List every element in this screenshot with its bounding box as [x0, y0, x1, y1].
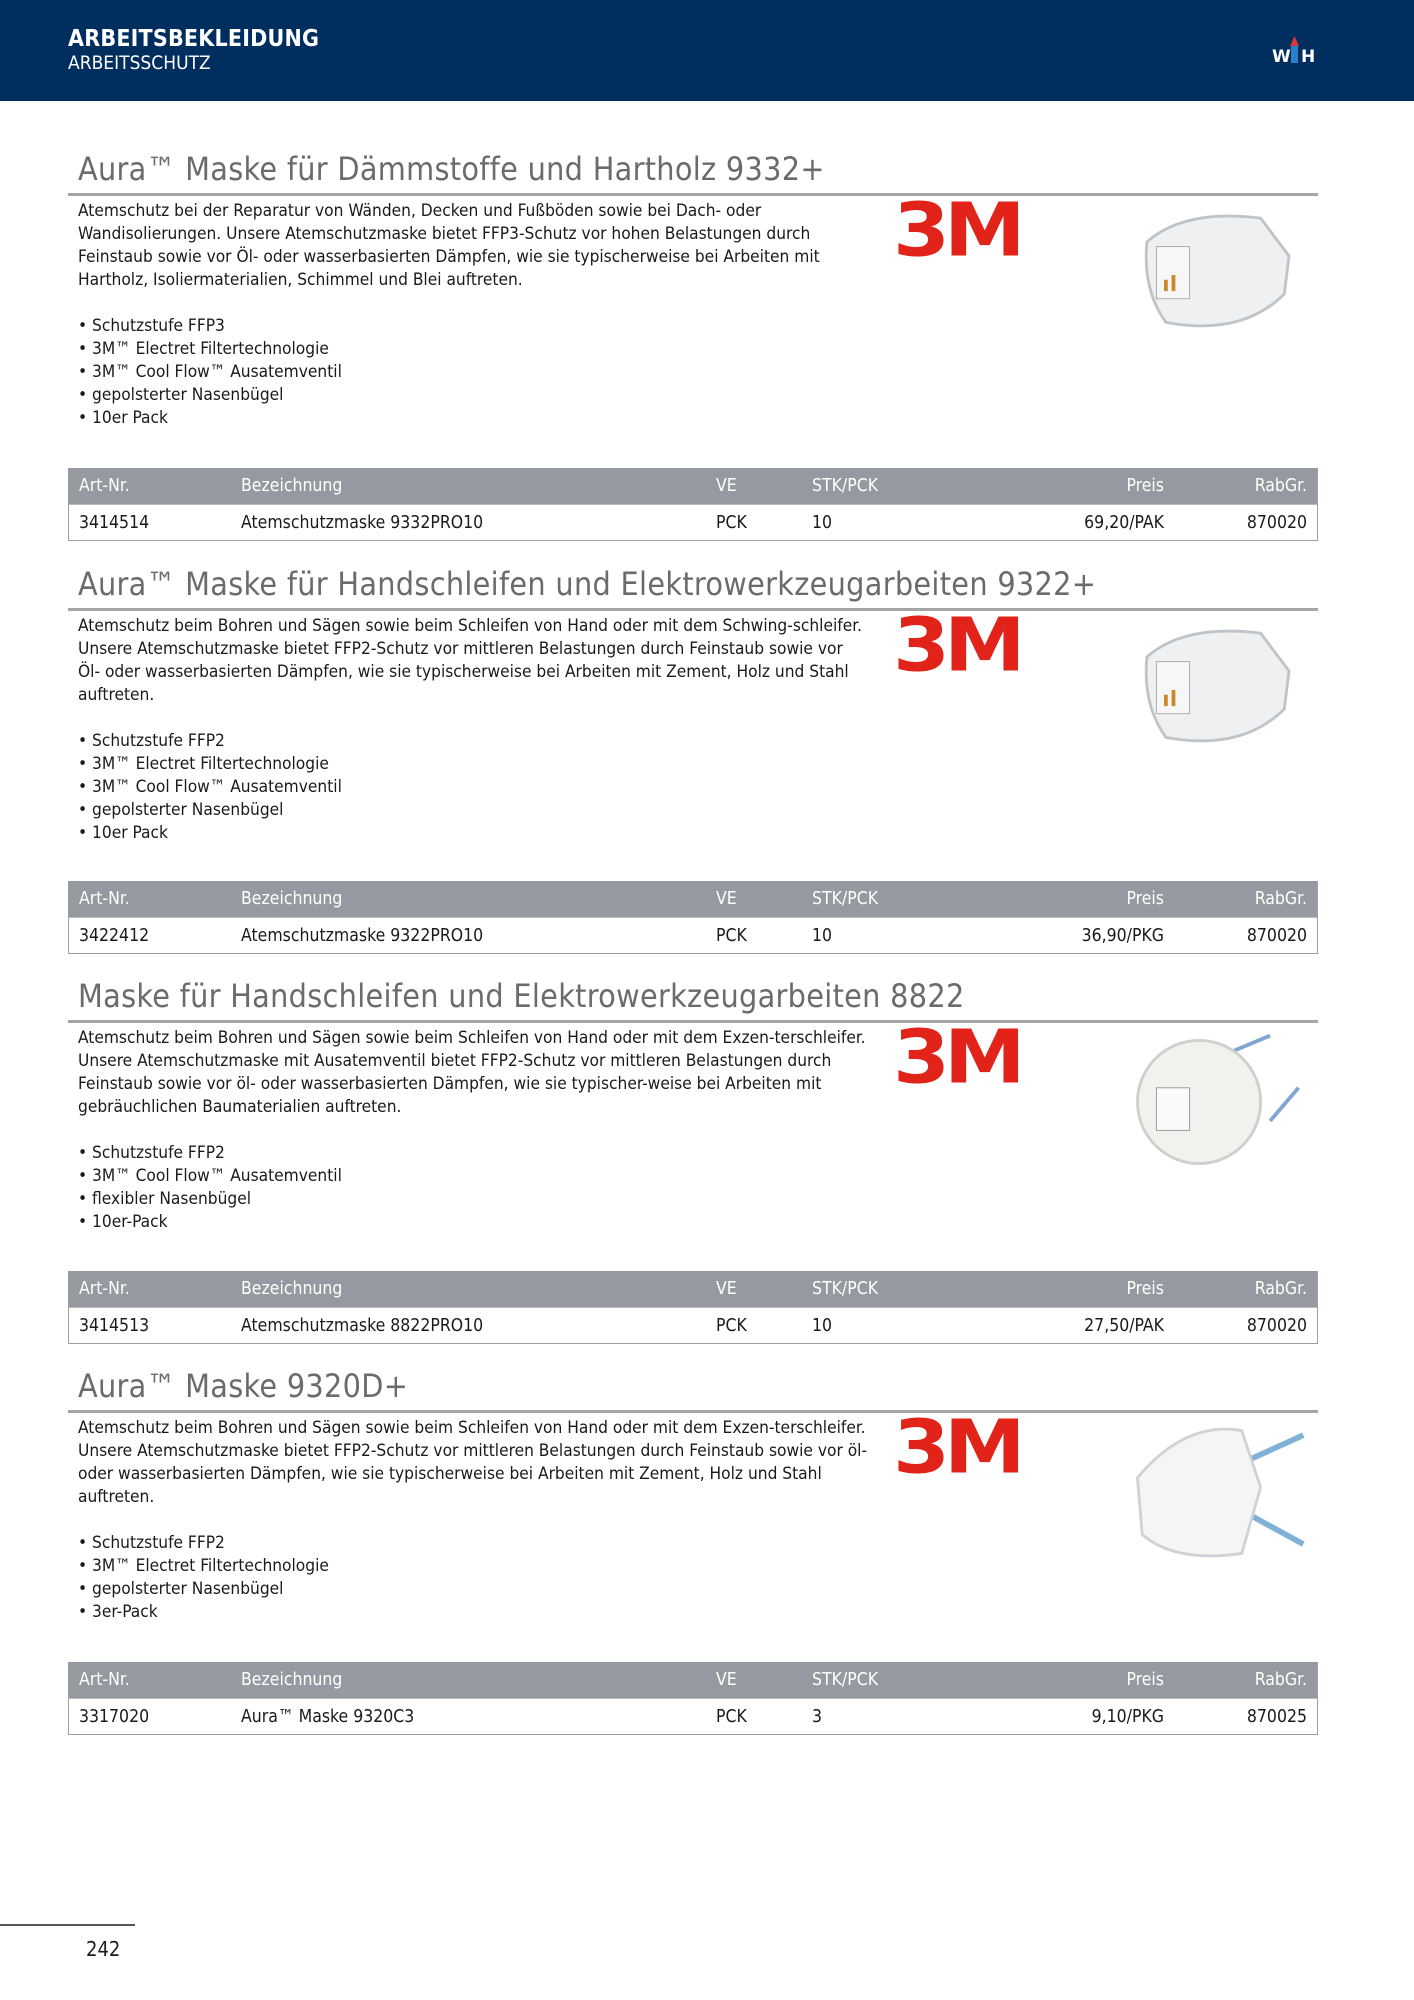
- feature-item: • gepolsterter Nasenbügel: [78, 799, 868, 822]
- feature-list: [78, 1142, 868, 1234]
- col-art-nr: Art-Nr.: [79, 1670, 130, 1690]
- cell-ve: PCK: [716, 513, 747, 533]
- product-description-block: [78, 1417, 868, 1624]
- cell-stk: 3: [812, 1707, 823, 1727]
- feature-item: • Schutzstufe FFP2: [78, 1532, 868, 1555]
- table-row: [69, 504, 1317, 540]
- feature-item: • 3M™ Electret Filtertechnologie: [78, 1555, 868, 1578]
- col-preis: Preis: [1126, 1279, 1164, 1299]
- 3m-logo: 3M: [893, 602, 1020, 689]
- feature-item: • gepolsterter Nasenbügel: [78, 384, 868, 407]
- mask-product-image: [1128, 1027, 1308, 1177]
- cell-ve: PCK: [716, 1707, 747, 1727]
- product-description: Atemschutz beim Bohren und Sägen sowie beim Schleifen von Hand oder mit dem Exzen-terschleifer. Unsere Atemschutzmaske bietet FFP2-Schutz vor mittleren Belastungen durch Feinstaub sowie vor öl- oder wasserbasierten Dämpfen, wie sie typischerweise bei Arbeiten mit Zement, Holz und Stahl auftreten.: [78, 1418, 868, 1507]
- col-ve: VE: [716, 1670, 737, 1690]
- col-preis: Preis: [1126, 476, 1164, 496]
- feature-list: [78, 315, 868, 430]
- feature-item: • 10er Pack: [78, 407, 868, 430]
- col-bezeichnung: Bezeichnung: [241, 889, 343, 909]
- feature-item: • Schutzstufe FFP3: [78, 315, 868, 338]
- product-title: Aura™ Maske für Handschleifen und Elektrowerkzeugarbeiten 9322+: [78, 565, 1097, 603]
- cell-bezeichnung: Aura™ Maske 9320C3: [241, 1707, 415, 1727]
- wh-logo-icon: [1272, 34, 1322, 64]
- cell-ve: PCK: [716, 1316, 747, 1336]
- cell-preis: 36,90/PKG: [1081, 926, 1164, 946]
- table-row: [69, 1307, 1317, 1343]
- table-header: [69, 1271, 1317, 1307]
- product-description-block: [78, 200, 868, 430]
- cell-bezeichnung: Atemschutzmaske 9322PRO10: [241, 926, 484, 946]
- feature-item: • 3M™ Cool Flow™ Ausatemventil: [78, 776, 868, 799]
- cell-stk: 10: [812, 513, 833, 533]
- feature-item: • 10er-Pack: [78, 1211, 868, 1234]
- svg-text:H: H: [1301, 47, 1316, 64]
- product-title: Aura™ Maske für Dämmstoffe und Hartholz 9332+: [78, 150, 825, 188]
- product-table: [68, 468, 1318, 541]
- col-rabgr: RabGr.: [1254, 889, 1307, 909]
- feature-item: • Schutzstufe FFP2: [78, 730, 868, 753]
- col-bezeichnung: Bezeichnung: [241, 1279, 343, 1299]
- cell-preis: 9,10/PKG: [1091, 1707, 1164, 1727]
- col-ve: VE: [716, 1279, 737, 1299]
- feature-item: • 3M™ Cool Flow™ Ausatemventil: [78, 361, 868, 384]
- cell-stk: 10: [812, 926, 833, 946]
- col-rabgr: RabGr.: [1254, 1279, 1307, 1299]
- cell-art-nr: 3317020: [79, 1707, 150, 1727]
- col-ve: VE: [716, 889, 737, 909]
- header-subcategory: ARBEITSSCHUTZ: [68, 52, 211, 74]
- product-description: Atemschutz beim Bohren und Sägen sowie beim Schleifen von Hand oder mit dem Exzen-terschleifer. Unsere Atemschutzmaske mit Ausatemventil bietet FFP2-Schutz vor mittleren Belastungen durch Feinstaub sowie vor öl- oder wasserbasierten Dämpfen, wie sie typischer-weise bei Arbeiten mit gebräuchlichen Baumaterialien auftreten.: [78, 1028, 866, 1117]
- cell-preis: 69,20/PAK: [1084, 513, 1164, 533]
- table-row: [69, 1698, 1317, 1734]
- col-bezeichnung: Bezeichnung: [241, 1670, 343, 1690]
- product-title: Maske für Handschleifen und Elektrowerkzeugarbeiten 8822: [78, 977, 965, 1015]
- cell-ve: PCK: [716, 926, 747, 946]
- feature-list: [78, 1532, 868, 1624]
- svg-text:W: W: [1272, 47, 1291, 64]
- table-header: [69, 1662, 1317, 1698]
- col-rabgr: RabGr.: [1254, 1670, 1307, 1690]
- col-stk: STK/PCK: [812, 476, 879, 496]
- page-header: [0, 0, 1414, 101]
- cell-preis: 27,50/PAK: [1084, 1316, 1164, 1336]
- title-rule: [68, 193, 1318, 196]
- mask-product-image: [1128, 200, 1308, 350]
- feature-item: • gepolsterter Nasenbügel: [78, 1578, 868, 1601]
- product-table: [68, 1662, 1318, 1735]
- col-ve: VE: [716, 476, 737, 496]
- feature-item: • Schutzstufe FFP2: [78, 1142, 868, 1165]
- product-description-block: [78, 615, 868, 845]
- cell-art-nr: 3414514: [79, 513, 150, 533]
- table-row: [69, 917, 1317, 953]
- col-preis: Preis: [1126, 1670, 1164, 1690]
- product-table: [68, 881, 1318, 954]
- product-title: Aura™ Maske 9320D+: [78, 1367, 409, 1405]
- col-preis: Preis: [1126, 889, 1164, 909]
- 3m-logo: 3M: [893, 1404, 1020, 1491]
- cell-rabgr: 870020: [1246, 926, 1307, 946]
- mask-product-image: [1128, 1417, 1308, 1567]
- col-stk: STK/PCK: [812, 889, 879, 909]
- title-rule: [68, 1020, 1318, 1023]
- col-stk: STK/PCK: [812, 1279, 879, 1299]
- feature-item: • flexibler Nasenbügel: [78, 1188, 868, 1211]
- page-number: 242: [86, 1937, 121, 1961]
- cell-rabgr: 870020: [1246, 513, 1307, 533]
- col-art-nr: Art-Nr.: [79, 1279, 130, 1299]
- title-rule: [68, 1410, 1318, 1413]
- table-header: [69, 881, 1317, 917]
- mask-product-image: [1128, 615, 1308, 765]
- cell-bezeichnung: Atemschutzmaske 8822PRO10: [241, 1316, 484, 1336]
- 3m-logo: 3M: [893, 1014, 1020, 1101]
- col-art-nr: Art-Nr.: [79, 889, 130, 909]
- cell-art-nr: 3422412: [79, 926, 150, 946]
- title-rule: [68, 608, 1318, 611]
- col-art-nr: Art-Nr.: [79, 476, 130, 496]
- feature-list: [78, 730, 868, 845]
- table-header: [69, 468, 1317, 504]
- feature-item: • 3M™ Electret Filtertechnologie: [78, 338, 868, 361]
- product-description: Atemschutz beim Bohren und Sägen sowie beim Schleifen von Hand oder mit dem Schwing-schleifer. Unsere Atemschutzmaske bietet FFP2-Schutz vor mittleren Belastungen durch Feinstaub sowie vor Öl- oder wasserbasierten Dämpfen, wie sie typischerweise bei Arbeiten mit Zement, Holz und Stahl auftreten.: [78, 616, 862, 705]
- header-category: ARBEITSBEKLEIDUNG: [68, 26, 320, 52]
- col-bezeichnung: Bezeichnung: [241, 476, 343, 496]
- cell-stk: 10: [812, 1316, 833, 1336]
- feature-item: • 3er-Pack: [78, 1601, 868, 1624]
- product-description-block: [78, 1027, 868, 1234]
- cell-bezeichnung: Atemschutzmaske 9332PRO10: [241, 513, 484, 533]
- product-description: Atemschutz bei der Reparatur von Wänden, Decken und Fußböden sowie bei Dach- oder Wandisolierungen. Unsere Atemschutzmaske bietet FFP3-Schutz vor hohen Belastungen durch Feinstaub sowie vor Öl- oder wasserbasierten Dämpfen, wie sie typischerweise bei Arbeiten mit Hartholz, Isoliermaterialien, Schimmel und Blei auftreten.: [78, 201, 820, 290]
- 3m-logo: 3M: [893, 187, 1020, 274]
- product-table: [68, 1271, 1318, 1344]
- cell-art-nr: 3414513: [79, 1316, 150, 1336]
- page-number-rule: [0, 1924, 135, 1926]
- cell-rabgr: 870020: [1246, 1316, 1307, 1336]
- feature-item: • 3M™ Cool Flow™ Ausatemventil: [78, 1165, 868, 1188]
- cell-rabgr: 870025: [1246, 1707, 1307, 1727]
- feature-item: • 10er Pack: [78, 822, 868, 845]
- col-stk: STK/PCK: [812, 1670, 879, 1690]
- col-rabgr: RabGr.: [1254, 476, 1307, 496]
- feature-item: • 3M™ Electret Filtertechnologie: [78, 753, 868, 776]
